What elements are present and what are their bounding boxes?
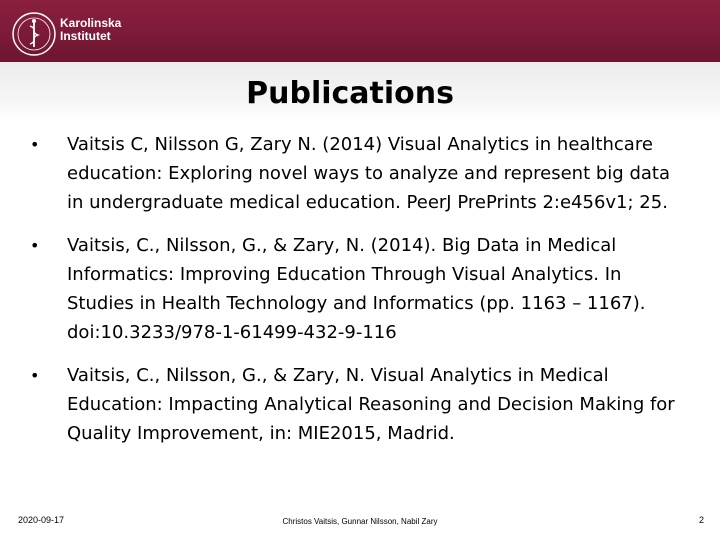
- slide-title-text: Publications: [246, 76, 454, 111]
- logo-line-1: Karolinska: [60, 16, 122, 30]
- bullet: •: [30, 366, 40, 385]
- footer-date: 2020-09-17: [18, 515, 65, 525]
- logo-line-2: Institutet: [60, 29, 111, 43]
- slide-title: [0, 76, 716, 111]
- publication-text: Vaitsis, C., Nilsson, G., & Zary, N. (2014). Big Data in Medical Informatics: Improving Education Through Visual Analytics. In Studies in Health Technology and Informatics (pp. 1163 – 1167). doi:10.3233/978-1-61499-432-9-116: [67, 235, 646, 343]
- header-bar: [0, 0, 720, 62]
- list-item: [28, 130, 688, 217]
- bullet: •: [30, 236, 40, 255]
- karolinska-seal-icon: [10, 10, 58, 58]
- bullet: •: [30, 135, 40, 154]
- list-item: [28, 361, 688, 448]
- publication-text: Vaitsis, C., Nilsson, G., & Zary, N. Visual Analytics in Medical Education: Impacting Analytical Reasoning and Decision Making for Quality Improvement, in: MIE2015, Madrid.: [67, 365, 675, 444]
- publication-list: [28, 130, 688, 448]
- institution-logo-text: [60, 17, 121, 43]
- publication-text: Vaitsis C, Nilsson G, Zary N. (2014) Visual Analytics in healthcare education: Exploring novel ways to analyze and represent big data in undergraduate medical education. PeerJ PrePrints 2:e456v1; 25.: [67, 134, 670, 213]
- page-number: 2: [698, 515, 704, 525]
- footer-authors: Christos Vaitsis, Gunnar Nilsson, Nabil Zary: [282, 517, 438, 526]
- list-item: [28, 231, 688, 347]
